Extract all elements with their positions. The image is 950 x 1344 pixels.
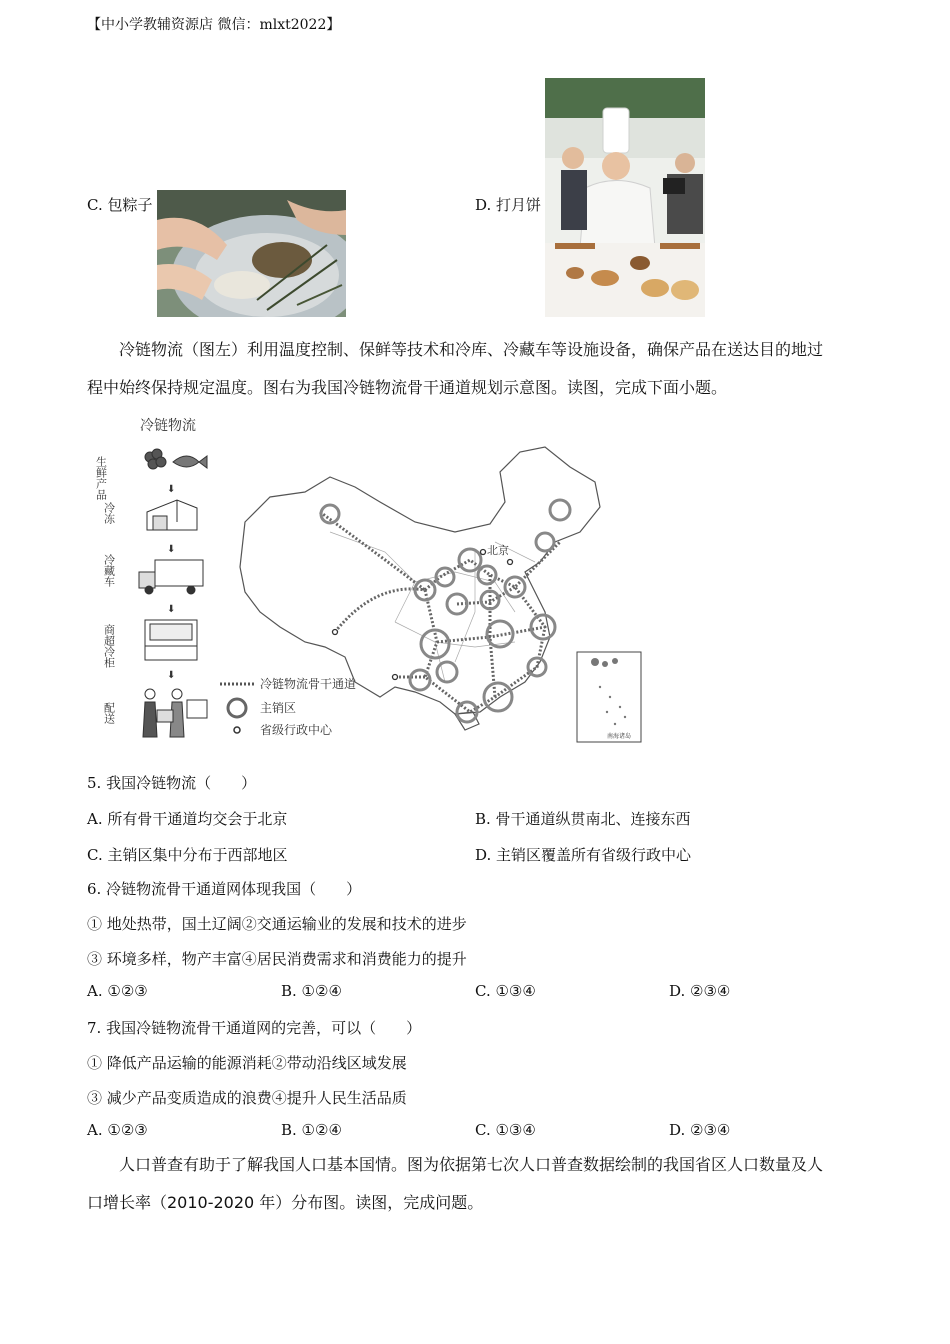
legend-market-icon — [228, 699, 246, 717]
header-watermark: 【中小学教辅资源店 微信：mlxt2022】 — [87, 17, 341, 33]
passage-2-line-2: 口增长率（2010-2020 年）分布图。读图，完成问题。 — [87, 1193, 484, 1212]
step-label-freeze: 冷冻 — [102, 502, 116, 524]
q7-option-a[interactable]: A. ①②③ — [87, 1121, 148, 1139]
svg-text:⬇: ⬇ — [167, 484, 176, 495]
q5-option-a[interactable]: A. 所有骨干通道均交会于北京 — [87, 810, 288, 828]
svg-text:⬇: ⬇ — [167, 544, 176, 555]
step-label-deliver: 配送 — [102, 702, 116, 724]
legend-capital-icon — [234, 727, 240, 733]
q6-stem: 6. 冷链物流骨干通道网体现我国（ ） — [87, 880, 362, 898]
legend-capital-label: 省级行政中心 — [260, 723, 333, 737]
refrigerated-truck-icon — [139, 560, 203, 594]
provincial-capitals — [333, 550, 513, 680]
q7-option-b[interactable]: B. ①②④ — [281, 1121, 342, 1139]
svg-text:⬇: ⬇ — [167, 670, 176, 681]
passage-2-line-1: 人口普查有助于了解我国人口基本国情。图为依据第七次人口普查数据绘制的我国省区人口数量及人 — [119, 1155, 824, 1174]
south-china-sea-inset — [577, 652, 641, 742]
passage-1-line-2: 程中始终保持规定温度。图右为我国冷链物流骨干通道规划示意图。读图，完成下面小题。 — [87, 378, 728, 397]
q7-statement-1: ① 降低产品运输的能源消耗②带动沿线区域发展 — [87, 1054, 407, 1072]
q5-option-d[interactable]: D. 主销区覆盖所有省级行政中心 — [475, 846, 692, 864]
option-c-label: C. 包粽子 — [87, 196, 153, 214]
q6-option-b[interactable]: B. ①②④ — [281, 982, 342, 1000]
q5-option-b[interactable]: B. 骨干通道纵贯南北、连接东西 — [475, 810, 691, 828]
q6-option-a[interactable]: A. ①②③ — [87, 982, 148, 1000]
mooncake-photo — [545, 78, 705, 317]
q6-option-d[interactable]: D. ②③④ — [669, 982, 731, 1000]
map-city-beijing: 北京 — [487, 544, 509, 557]
map-legend — [220, 676, 356, 737]
legend-market-label: 主销区 — [260, 701, 297, 715]
passage-1 — [87, 331, 862, 407]
svg-text:⬇: ⬇ — [167, 604, 176, 615]
passage-1-line-1: 冷链物流（图左）利用温度控制、保鲜等技术和冷库、冷藏车等设施设备，确保产品在送达目的地过 — [119, 340, 824, 359]
q5-option-c[interactable]: C. 主销区集中分布于西部地区 — [87, 846, 288, 864]
delivery-people-icon — [143, 689, 207, 737]
q6-statement-1: ① 地处热带，国土辽阔②交通运输业的发展和技术的进步 — [87, 915, 467, 933]
passage-2 — [87, 1146, 862, 1222]
warehouse-icon — [147, 500, 197, 530]
q5-stem: 5. 我国冷链物流（ ） — [87, 774, 257, 792]
zongzi-photo — [157, 190, 346, 317]
q7-option-d[interactable]: D. ②③④ — [669, 1121, 731, 1139]
q6-option-c[interactable]: C. ①③④ — [475, 982, 536, 1000]
inset-label: 南海诸岛 — [607, 733, 632, 740]
option-d-label: D. 打月饼 — [475, 196, 542, 214]
grapes-fish-icon — [145, 449, 207, 469]
step-label-fresh: 生鲜产品 — [95, 456, 108, 500]
supermarket-fridge-icon — [145, 620, 197, 660]
q7-statement-2: ③ 减少产品变质造成的浪费④提升人民生活品质 — [87, 1089, 407, 1107]
q6-statement-2: ③ 环境多样，物产丰富④居民消费需求和消费能力的提升 — [87, 950, 467, 968]
step-label-fridge: 商超冷柜 — [102, 624, 116, 668]
legend-route-label: 冷链物流骨干通道 — [260, 677, 357, 691]
q7-option-c[interactable]: C. ①③④ — [475, 1121, 536, 1139]
q7-stem: 7. 我国冷链物流骨干通道网的完善，可以（ ） — [87, 1019, 422, 1037]
flow-title: 冷链物流 — [140, 418, 196, 434]
step-label-truck: 冷藏车 — [102, 554, 116, 587]
cold-chain-figure — [95, 412, 650, 752]
